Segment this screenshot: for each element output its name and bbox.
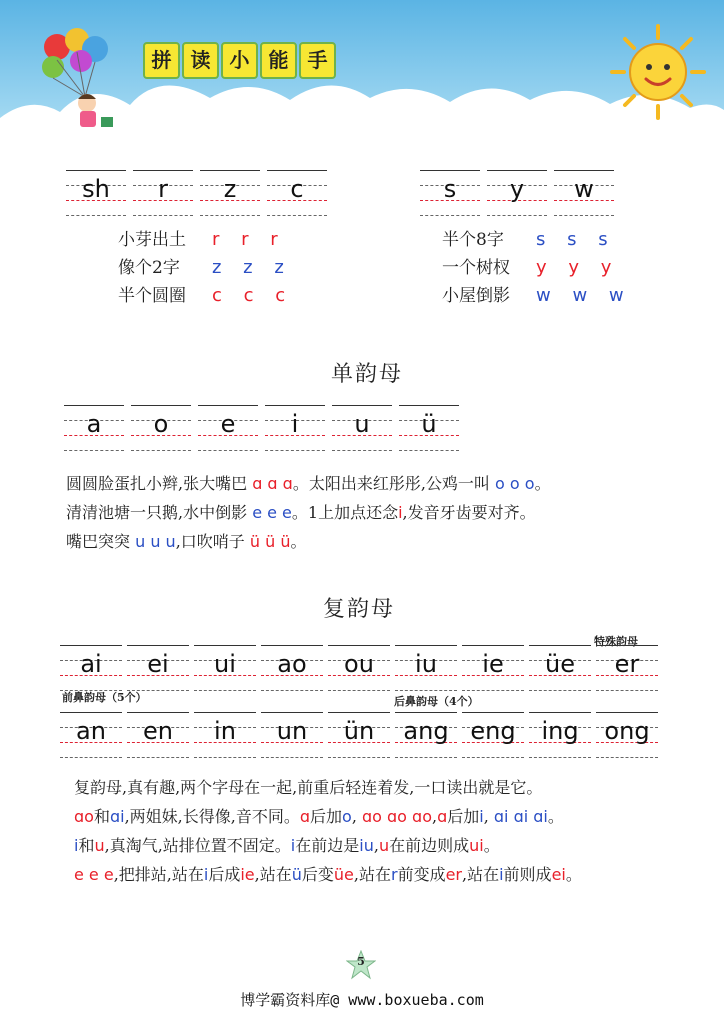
highlight-pinyin: ɑi [109,807,125,826]
rhyme-line [74,860,714,889]
memo-example: c c c [212,285,294,306]
highlight-pinyin: ei [551,865,566,884]
memo-label: 一个树杈 [442,258,510,278]
writing-line [131,405,191,406]
writing-line [267,215,327,216]
writing-line [261,712,323,713]
footer-watermark: 博学霸资料库@ www.boxueba.com [240,991,484,1009]
highlight-pinyin: i [290,836,296,855]
pinyin-letter: r [158,175,168,203]
simple-finals-rhyme [66,469,706,556]
pinyin-letter: e [220,410,236,438]
rhyme-text: ,把排站,站在 [113,865,204,884]
writing-line [395,712,457,713]
nasal-finals-grid [60,712,658,758]
writing-line [194,645,256,646]
memo-row [118,282,293,310]
rhyme-text: 。 [290,532,307,551]
rhyme-text: ,真淘气,站排位置不固定。 [104,836,291,855]
pinyin-cell [127,712,189,758]
writing-line [131,450,191,451]
highlight-pinyin: ɑ [437,807,448,826]
pinyin-letter: ü [421,410,437,438]
writing-line [267,170,327,171]
pinyin-cell [596,712,658,758]
pinyin-letter: un [276,717,308,745]
title-char: 读 [182,42,219,79]
pinyin-cell [194,712,256,758]
rhyme-text: ,站在 [353,865,391,884]
pinyin-letter: o [153,410,169,438]
writing-line [529,757,591,758]
initials-grid-left [66,170,328,216]
writing-line [462,690,524,691]
pinyin-letter: ao [277,650,307,678]
writing-line [66,170,126,171]
highlight-pinyin: i [398,503,403,522]
rhyme-text: ,站在 [462,865,500,884]
memo-row [118,226,293,254]
writing-line [462,645,524,646]
writing-line [198,450,258,451]
rhyme-text: 前则成 [503,865,552,884]
writing-line [395,645,457,646]
writing-line [66,215,126,216]
writing-line [328,645,390,646]
pinyin-cell [462,645,524,691]
writing-line [399,450,459,451]
writing-line [462,757,524,758]
rhyme-text: , [351,807,362,826]
memo-row [442,226,632,254]
rhyme-text: 后加 [310,807,343,826]
page-number: 5 [357,955,365,968]
compound-finals-rhyme [74,773,714,889]
writing-line [265,450,325,451]
rhyme-text: 在前边是 [295,836,360,855]
writing-line [420,215,480,216]
pinyin-letter: iu [415,650,437,678]
rhyme-text: , [432,807,438,826]
memo-example: s s s [536,229,616,250]
rhyme-line [66,469,706,498]
pinyin-cell [60,645,122,691]
highlight-pinyin: ɑo ɑo ɑo [361,807,432,826]
rhyme-line [74,773,714,802]
pinyin-letter: i [291,410,299,438]
highlight-pinyin: er [445,865,462,884]
label-back-nasal: 后鼻韵母（4个） [394,695,479,708]
writing-line [332,450,392,451]
pinyin-letter: y [509,175,525,203]
rhyme-text: 前变成 [397,865,446,884]
simple-finals-grid [64,405,460,451]
writing-line [399,405,459,406]
highlight-pinyin: i [74,836,79,855]
pinyin-cell [60,712,122,758]
pinyin-letter: üe [545,650,575,678]
pinyin-cell [127,645,189,691]
highlight-pinyin: e e e [252,503,292,522]
rhyme-text: 。 [547,807,564,826]
writing-line [265,405,325,406]
writing-line [529,690,591,691]
highlight-pinyin: ui [469,836,484,855]
pinyin-cell [529,712,591,758]
sun-illustration [608,22,708,122]
rhyme-line [74,831,714,860]
memo-example: r r r [212,229,286,250]
writing-line [328,690,390,691]
writing-line [64,450,124,451]
writing-line [127,712,189,713]
pinyin-cell [66,170,126,216]
pinyin-cell [328,645,390,691]
writing-line [261,757,323,758]
rhyme-text: 后成 [208,865,241,884]
highlight-pinyin: r [390,865,398,884]
pinyin-letter: ei [147,650,169,678]
writing-line [529,645,591,646]
rhyme-text: 和 [78,836,95,855]
writing-line [395,757,457,758]
pinyin-letter: en [143,717,173,745]
pinyin-letter: ong [604,717,650,745]
pinyin-letter: u [354,410,370,438]
pinyin-cell [487,170,547,216]
rhyme-text: , [483,807,494,826]
rhyme-line [66,527,706,556]
pinyin-cell [420,170,480,216]
title-char: 小 [221,42,258,79]
rhyme-text: 。1上加点还念 [291,503,399,522]
pinyin-letter: ing [541,717,579,745]
memo-left [118,226,293,310]
pinyin-letter: in [214,717,236,745]
pinyin-letter: ou [344,650,374,678]
writing-line [200,215,260,216]
writing-line [554,215,614,216]
writing-line [462,712,524,713]
initials-grid-right [420,170,620,216]
writing-line [64,405,124,406]
highlight-pinyin: u [94,836,105,855]
pinyin-cell [265,405,325,451]
pinyin-cell [332,405,392,451]
pinyin-cell [529,645,591,691]
pinyin-cell [399,405,459,451]
pinyin-letter: c [290,175,304,203]
highlight-pinyin: ɑ [299,807,310,826]
pinyin-letter: ui [214,650,236,678]
memo-label: 半个8字 [442,230,504,250]
writing-line [328,712,390,713]
page-title [143,42,336,79]
rhyme-text: 。 [565,865,582,884]
pinyin-letter: ie [482,650,504,678]
title-char: 手 [299,42,336,79]
writing-line [328,757,390,758]
highlight-pinyin: u u u [135,532,176,551]
rhyme-text: 圆圆脸蛋扎小辫,张大嘴巴 [66,474,253,493]
pinyin-cell [261,712,323,758]
writing-line [529,712,591,713]
memo-example: y y y [536,257,620,278]
rhyme-line [74,802,714,831]
rhyme-line [66,498,706,527]
title-char: 拼 [143,42,180,79]
writing-line [596,757,658,758]
rhyme-text: 和 [93,807,110,826]
pinyin-letter: a [86,410,102,438]
highlight-pinyin: ɑ ɑ ɑ [252,474,293,493]
pinyin-cell [267,170,327,216]
highlight-pinyin: e e e [74,865,114,884]
highlight-pinyin: üe [333,865,354,884]
pinyin-letter: ang [403,717,449,745]
rhyme-text: 后加 [447,807,480,826]
writing-line [133,170,193,171]
rhyme-text: ,发音牙齿要对齐。 [402,503,536,522]
writing-line [596,712,658,713]
writing-line [60,757,122,758]
pinyin-cell [64,405,124,451]
writing-line [127,757,189,758]
rhyme-text: 。 [534,474,551,493]
pinyin-cell [395,645,457,691]
rhyme-text: 嘴巴突突 [66,532,136,551]
rhyme-text: ,两姐妹,长得像,音不同。 [124,807,300,826]
highlight-pinyin: ü ü ü [249,532,291,551]
rhyme-text: 清清池塘一只鹅,水中倒影 [66,503,253,522]
highlight-pinyin: iu [359,836,374,855]
writing-line [261,645,323,646]
highlight-pinyin: u [378,836,390,855]
compound-finals-grid [60,645,658,691]
rhyme-text: 。太阳出来红彤彤,公鸡一叫 [292,474,496,493]
writing-line [487,170,547,171]
pinyin-letter: sh [82,175,110,203]
rhyme-text: 复韵母,真有趣,两个字母在一起,前重后轻连着发,一口读出就是它。 [74,778,543,797]
pinyin-letter: eng [470,717,516,745]
writing-line [261,690,323,691]
pinyin-cell [194,645,256,691]
pinyin-cell [131,405,191,451]
memo-label: 小芽出土 [118,230,186,250]
writing-line [194,712,256,713]
memo-example: w w w [536,285,632,306]
pinyin-letter: w [574,175,594,203]
highlight-pinyin: i [203,865,209,884]
pinyin-letter: z [223,175,237,203]
title-char: 能 [260,42,297,79]
writing-line [487,215,547,216]
memo-row [118,254,293,282]
highlight-pinyin: ɑo [74,807,94,826]
section-title-simple-finals: 单韵母 [331,362,404,387]
rhyme-text: ,站在 [254,865,292,884]
memo-row [442,282,632,310]
writing-line [60,712,122,713]
pinyin-letter: ün [343,717,375,745]
highlight-pinyin: i [499,865,504,884]
memo-label: 半个圆圈 [118,286,186,306]
writing-line [200,170,260,171]
writing-line [194,690,256,691]
memo-label: 小屋倒影 [442,286,510,306]
writing-line [554,170,614,171]
rhyme-text: ,口吹哨子 [175,532,250,551]
label-front-nasal: 前鼻韵母（5个） [62,691,147,704]
pinyin-cell [554,170,614,216]
rhyme-text: 。 [483,836,500,855]
balloon-girl-illustration [35,25,130,137]
rhyme-text: , [373,836,379,855]
pinyin-letter: ai [80,650,102,678]
writing-line [596,645,658,646]
writing-line [194,757,256,758]
pinyin-letter: an [76,717,106,745]
pinyin-cell [462,712,524,758]
highlight-pinyin: ɑi ɑi ɑi [493,807,548,826]
pinyin-cell [198,405,258,451]
writing-line [420,170,480,171]
pinyin-cell [261,645,323,691]
writing-line [198,405,258,406]
rhyme-text: 在前边则成 [389,836,470,855]
highlight-pinyin: i [479,807,484,826]
pinyin-letter: er [614,650,640,678]
writing-line [133,215,193,216]
memo-row [442,254,632,282]
writing-line [127,645,189,646]
pinyin-letter: s [443,175,457,203]
memo-label: 像个2字 [118,258,180,278]
pinyin-cell [395,712,457,758]
highlight-pinyin: o o o [495,474,535,493]
pinyin-cell [133,170,193,216]
highlight-pinyin: o [342,807,352,826]
rhyme-text: 后变 [301,865,334,884]
writing-line [332,405,392,406]
section-title-compound-finals: 复韵母 [323,597,396,622]
highlight-pinyin: ie [240,865,255,884]
highlight-pinyin: ü [291,865,302,884]
pinyin-cell [596,645,658,691]
pinyin-cell [200,170,260,216]
label-special-final: 特殊韵母 [594,635,638,648]
writing-line [60,645,122,646]
memo-example: z z z [212,257,292,278]
pinyin-cell [328,712,390,758]
writing-line [395,690,457,691]
memo-right [442,226,632,310]
writing-line [596,690,658,691]
